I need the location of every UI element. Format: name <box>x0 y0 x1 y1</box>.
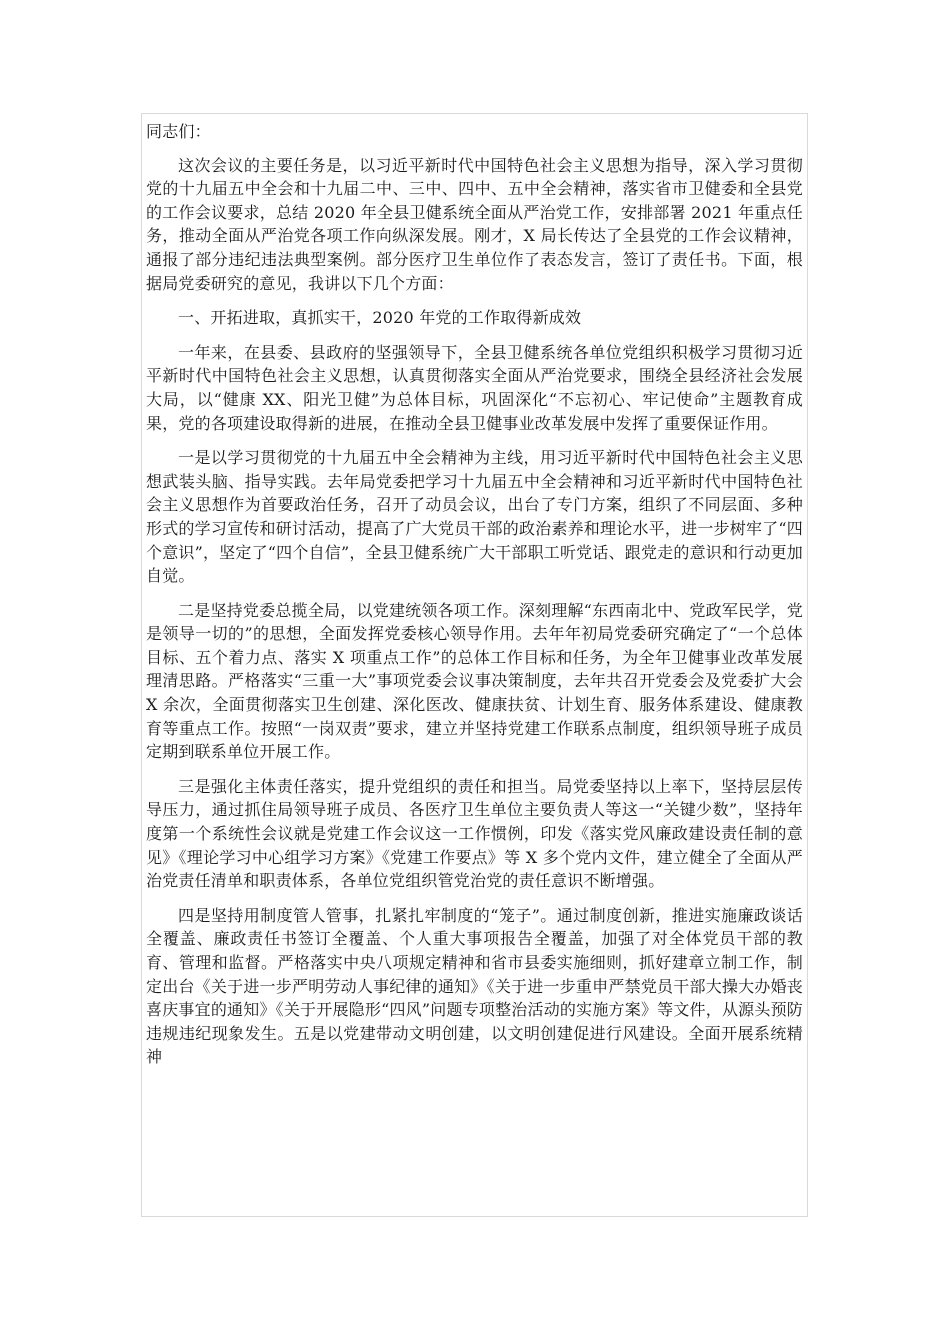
paragraph-intro: 这次会议的主要任务是，以习近平新时代中国特色社会主义思想为指导，深入学习贯彻党的十九届五中全会和十九届二中、三中、四中、五中全会精神，落实省市卫健委和全县党的工作会议要求，总结 2020 年全县卫健系统全面从严治党工作，安排部署 2021 年重点任务，推动全面从严治党各项工作向纵深发展。刚才，X 局长传达了全县党的工作会议精神，通报了部分违纪违法典型案例。部分医疗卫生单位作了表态发言，签订了责任书。下面，根据局党委研究的意见，我讲以下几个方面： <box>146 155 803 293</box>
paragraph-point-3: 三是强化主体责任落实，提升党组织的责任和担当。局党委坚持以上率下，坚持层层传导压力，通过抓住局领导班子成员、各医疗卫生单位主要负责人等这一“关键少数”，坚持年度第一个系统性会议就是党建工作会议这一工作惯例，印发《落实党风廉政建设责任制的意见》《理论学习中心组学习方案》《党建工作要点》等 X 多个党内文件，建立健全了全面从严治党责任清单和职责体系，各单位党组织管党治党的责任意识不断增强。 <box>146 776 803 891</box>
greeting: 同志们： <box>146 122 211 141</box>
paragraph-overview: 一年来，在县委、县政府的坚强领导下，全县卫健系统各单位党组织积极学习贯彻习近平新时代中国特色社会主义思想，认真贯彻落实全面从严治党要求，围绕全县经济社会发展大局，以“健康 XX、阳光卫健”为总体目标，巩固深化“不忘初心、牢记使命”主题教育成果，党的各项建设取得新的进展，在推动全县卫健事业改革发展中发挥了重要保证作用。 <box>146 342 803 433</box>
paragraph-point-1: 一是以学习贯彻党的十九届五中全会精神为主线，用习近平新时代中国特色社会主义思想武装头脑、指导实践。去年局党委把学习十九届五中全会精神和习近平新时代中国特色社会主义思想作为首要政治任务，召开了动员会议，出台了专门方案，组织了不同层面、多种形式的学习宣传和研讨活动，提高了广大党员干部的政治素养和理论水平，进一步树牢了“四个意识”，坚定了“四个自信”，全县卫健系统广大干部职工听党话、跟党走的意识和行动更加自觉。 <box>146 448 803 586</box>
paragraph-point-2: 二是坚持党委总揽全局，以党建统领各项工作。深刻理解“东西南北中、党政军民学，党是领导一切的”的思想，全面发挥党委核心领导作用。去年年初局党委研究确定了“一个总体目标、五个着力点、落实 X 项重点工作”的总体工作目标和任务，为全年卫健事业改革发展理清思路。严格落实“三重一大”事项党委会议事决策制度，去年共召开党委会及党委扩大会 X 余次，全面贯彻落实卫生创建、深化医改、健康扶贫、计划生育、服务体系建设、健康教育等重点工作。按照“一岗双责”要求，建立并坚持党建工作联系点制度，组织领导班子成员定期到联系单位开展工作。 <box>146 600 803 762</box>
paragraph-point-4: 四是坚持用制度管人管事，扎紧扎牢制度的“笼子”。通过制度创新，推进实施廉政谈话全覆盖、廉政责任书签订全覆盖、个人重大事项报告全覆盖，加强了对全体党员干部的教育、管理和监督。严格落实中央八项规定精神和省市县委实施细则，抓好建章立制工作，制定出台《关于进一步严明劳动人事纪律的通知》《关于进一步重申严禁党员干部大操大办婚丧喜庆事宜的通知》《关于开展隐形“四风”问题专项整治活动的实施方案》等文件，从源头预防违规违纪现象发生。五是以党建带动文明创建，以文明创建促进行风建设。全面开展系统精神 <box>146 905 803 1067</box>
document-page <box>141 113 808 1217</box>
section-heading-1: 一、开拓进取，真抓实干，2020 年党的工作取得新成效 <box>178 308 582 328</box>
